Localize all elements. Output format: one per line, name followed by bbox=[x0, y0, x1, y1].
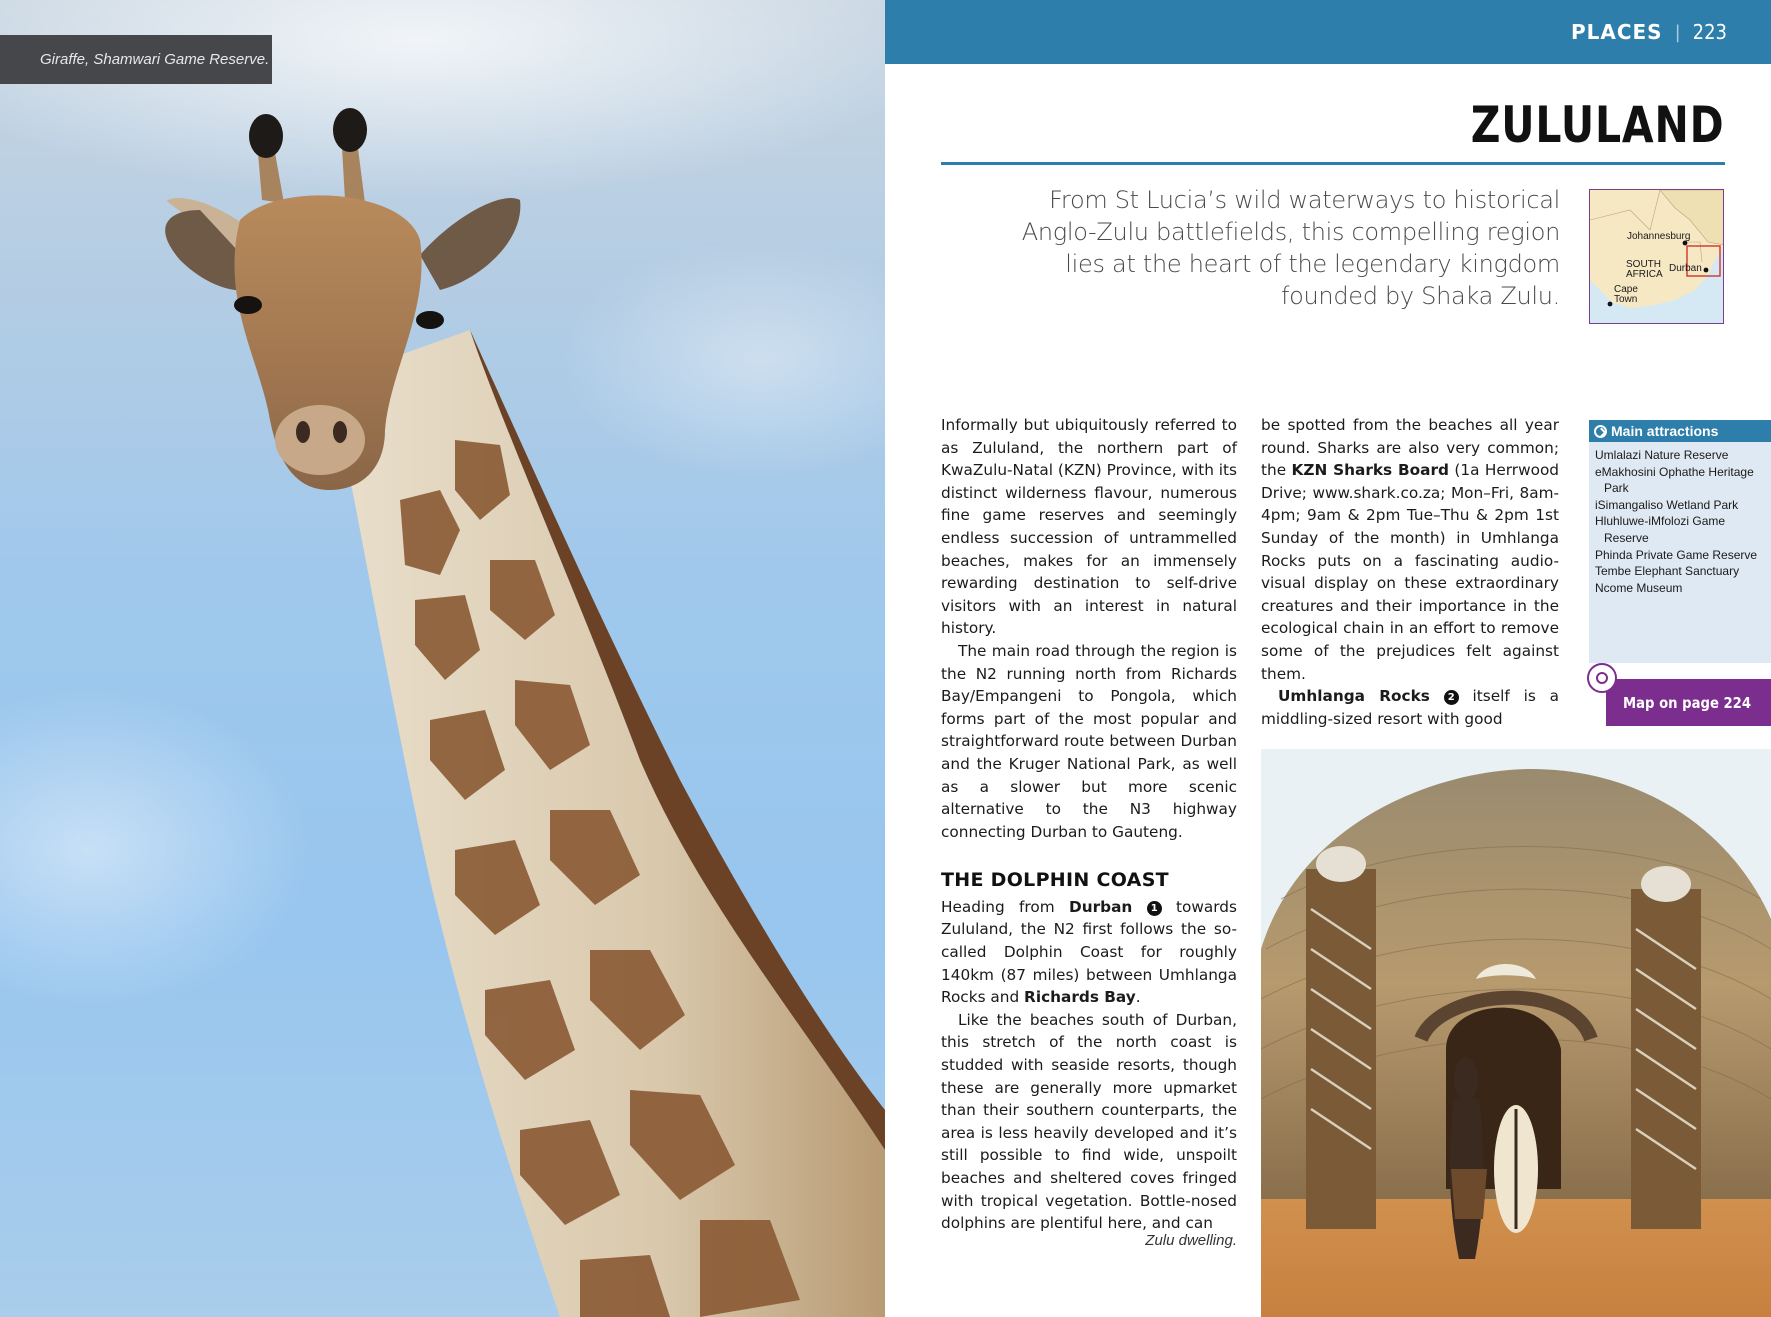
map-ref-badge: 1 bbox=[1147, 901, 1162, 916]
photo-caption: Giraffe, Shamwari Game Reserve. bbox=[40, 51, 270, 68]
map-label-south-africa: SOUTH AFRICA bbox=[1626, 259, 1663, 280]
locator-map bbox=[1589, 189, 1724, 324]
body-paragraph: The main road through the region is the N2 running north from Richards Bay/Empangeni to Pongola, which forms part of the most popular and straightforward route between Durban and the Kruger National Park, as well as a slower but more scenic alternative to the N3 highway connecting Durban to Gauteng. bbox=[941, 641, 1237, 841]
image-caption: Zulu dwelling. bbox=[1145, 1232, 1237, 1249]
main-attractions-box bbox=[1589, 420, 1771, 663]
place-kzn-sharks-board: KZN Sharks Board bbox=[1291, 461, 1449, 480]
attraction-item: Ncome Museum bbox=[1595, 580, 1683, 595]
map-label-johannesburg: Johannesburg bbox=[1627, 231, 1691, 242]
main-attractions-title: Main attractions bbox=[1611, 423, 1719, 439]
section-heading-dolphin-coast: THE DOLPHIN COAST bbox=[941, 869, 1169, 892]
body-column-1 bbox=[941, 414, 1237, 1235]
section-label: PLACES bbox=[1570, 20, 1663, 44]
map-label-cape-town: Cape Town bbox=[1614, 284, 1638, 305]
place-richards-bay: Richards Bay bbox=[1024, 988, 1136, 1007]
arrow-circle-icon bbox=[1594, 425, 1607, 438]
place-umhlanga-rocks: Umhlanga Rocks bbox=[1278, 687, 1430, 706]
attraction-item: Phinda Private Game Reserve bbox=[1595, 547, 1758, 562]
giraffe-illustration bbox=[0, 0, 885, 1317]
main-attractions-header bbox=[1589, 420, 1771, 442]
map-pin-icon bbox=[1587, 663, 1617, 693]
map-ref-badge: 2 bbox=[1444, 690, 1459, 705]
page-number: 223 bbox=[1692, 20, 1727, 44]
photo-caption-box bbox=[0, 35, 272, 84]
map-label-durban: Durban bbox=[1669, 263, 1702, 274]
body-paragraph: Umhlanga Rocks 2 itself is a middling-sized resort with good bbox=[1261, 687, 1559, 728]
body-paragraph: Like the beaches south of Durban, this stretch of the north coast is studded with seaside resorts, though these are generally more upmarket than their southern counterparts, the area is less heavily developed and it’s still possible to find wide, unspoilt beaches and sheltered coves fringed with tropical vegetation. Bottle-nosed dolphins are plentiful here, and can bbox=[941, 1010, 1237, 1233]
map-reference-label: Map on page 224 bbox=[1623, 693, 1752, 712]
attraction-item: Hluhluwe-iMfolozi Game Reserve bbox=[1595, 514, 1726, 545]
zulu-dwelling-illustration bbox=[1261, 749, 1771, 1317]
place-durban: Durban bbox=[1069, 897, 1133, 916]
attraction-item: eMakhosini Ophathe Heritage Park bbox=[1595, 464, 1754, 496]
south-africa-map bbox=[1590, 190, 1724, 324]
chapter-title: ZULULAND bbox=[1470, 96, 1724, 154]
header-separator: | bbox=[1674, 21, 1681, 43]
body-column-2 bbox=[1261, 414, 1559, 730]
attraction-item: iSimangaliso Wetland Park bbox=[1595, 497, 1739, 512]
attraction-item: Umlalazi Nature Reserve bbox=[1595, 448, 1729, 462]
body-paragraph: Informally but ubiquitously referred to as Zululand, the northern part of KwaZulu-Natal (KZN) Province, with its distinct wilderness flavour, numerous fine game reserves and seemingly endless succession of untrammelled beaches, makes for an immensely rewarding destination to self-drive visitors with an interest in natural history. bbox=[941, 416, 1237, 638]
body-paragraph: Heading from Durban 1 towards Zululand, the N2 first follows the so-called Dolphin Coast for roughly 140km (87 miles) between Umhlanga Rocks and Richards Bay. bbox=[941, 897, 1237, 1007]
attraction-item: Tembe Elephant Sanctuary bbox=[1595, 564, 1740, 579]
running-header bbox=[885, 0, 1771, 64]
map-reference-link[interactable] bbox=[1606, 679, 1771, 726]
zulu-dwelling-photo bbox=[1261, 749, 1771, 1317]
giraffe-photo bbox=[0, 0, 885, 1317]
main-attractions-list bbox=[1589, 442, 1771, 596]
title-rule bbox=[941, 162, 1725, 165]
chapter-intro: From St Lucia’s wild waterways to historical Anglo-Zulu battlefields, this compelling region lies at the heart of the legendary kingdom founded by Shaka Zulu. bbox=[1021, 186, 1560, 310]
body-paragraph: be spotted from the beaches all year round. Sharks are also very common; the KZN Sharks Board (1a Herrwood Drive; www.shark.co.za; Mon–Fri, 8am-4pm; 9am & 2pm Tue–Thu & 2pm 1st Sunday of the month) in Umhlanga Rocks puts on a fascinating audio-visual display on these extraordinary creatures and their importance in the ecological chain in an effort to remove some of the prejudices felt against them. bbox=[1261, 416, 1560, 683]
